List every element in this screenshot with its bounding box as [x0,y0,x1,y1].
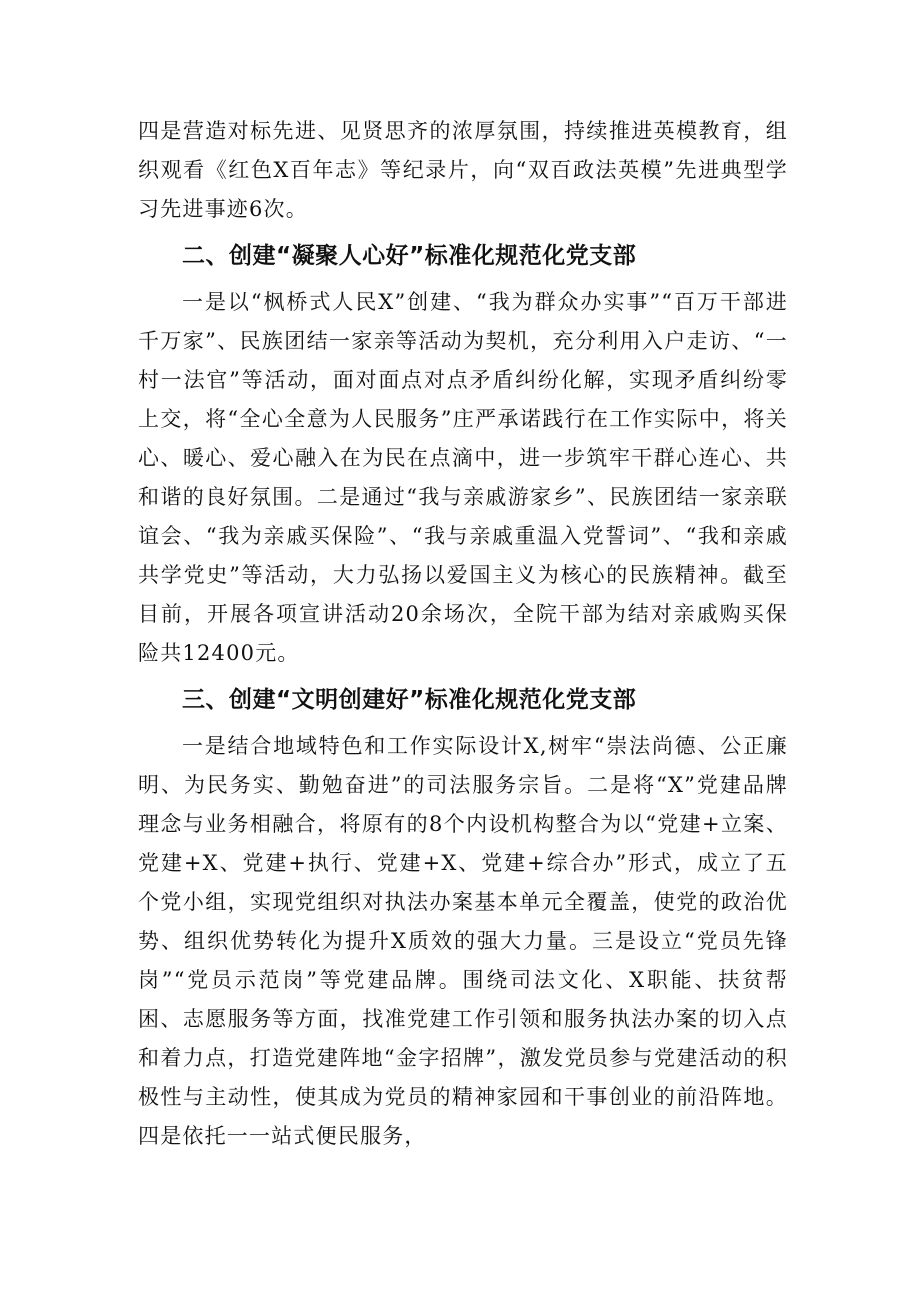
paragraph-2: 一是以“枫桥式人民X”创建、“我为群众办实事”“百万干部进千万家”、民族团结一家亲等活动为契机，充分利用入户走访、“一村一法官”等活动，面对面点对点矛盾纠纷化解，实现矛盾纠纷零上交，将“全心全意为人民服务”庄严承诺践行在工作实际中，将关心、暖心、爱心融入在为民在点滴中，进一步筑牢干群心连心、共和谐的良好氛围。二是通过“我与亲戚游家乡”、民族团结一家亲联谊会、“我为亲戚买保险”、“我与亲戚重温入党誓词”、“我和亲戚共学党史”等活动，大力弘扬以爱国主义为核心的民族精神。截至目前，开展各项宣讲活动20余场次，全院干部为结对亲戚购买保险共12400元。 [138,290,788,665]
paragraph-3: 一是结合地域特色和工作实际设计X,树牢“崇法尚德、公正廉明、为民务实、勤勉奋进”的司法服务宗旨。二是将“X”党建品牌理念与业务相融合，将原有的8个内设机构整合为以“党建+立案、党建+X、党建+执行、党建+X、党建+综合办”形式，成立了五个党小组，实现党组织对执法办案基本单元全覆盖，使党的政治优势、组织优势转化为提升X质效的强大力量。三是设立“党员先锋岗”“党员示范岗”等党建品牌。围绕司法文化、X职能、扶贫帮困、志愿服务等方面，找准党建工作引领和服务执法办案的切入点和着力点，打造党建阵地“金字招牌”，激发党员参与党建活动的积极性与主动性，使其成为党员的精神家园和干事创业的前沿阵地。四是依托一一站式便民服务， [138,734,788,1148]
document-body [138,112,788,1156]
section-heading-2: 二、创建“凝聚人心好”标准化规范化党支部 [182,243,637,269]
paragraph-1: 四是营造对标先进、见贤思齐的浓厚氛围，持续推进英模教育，组织观看《红色X百年志》等纪录片，向“双百政法英模”先进典型学习先进事迹6次。 [138,119,788,221]
section-heading-3: 三、创建“文明创建好”标准化规范化党支部 [182,687,637,713]
